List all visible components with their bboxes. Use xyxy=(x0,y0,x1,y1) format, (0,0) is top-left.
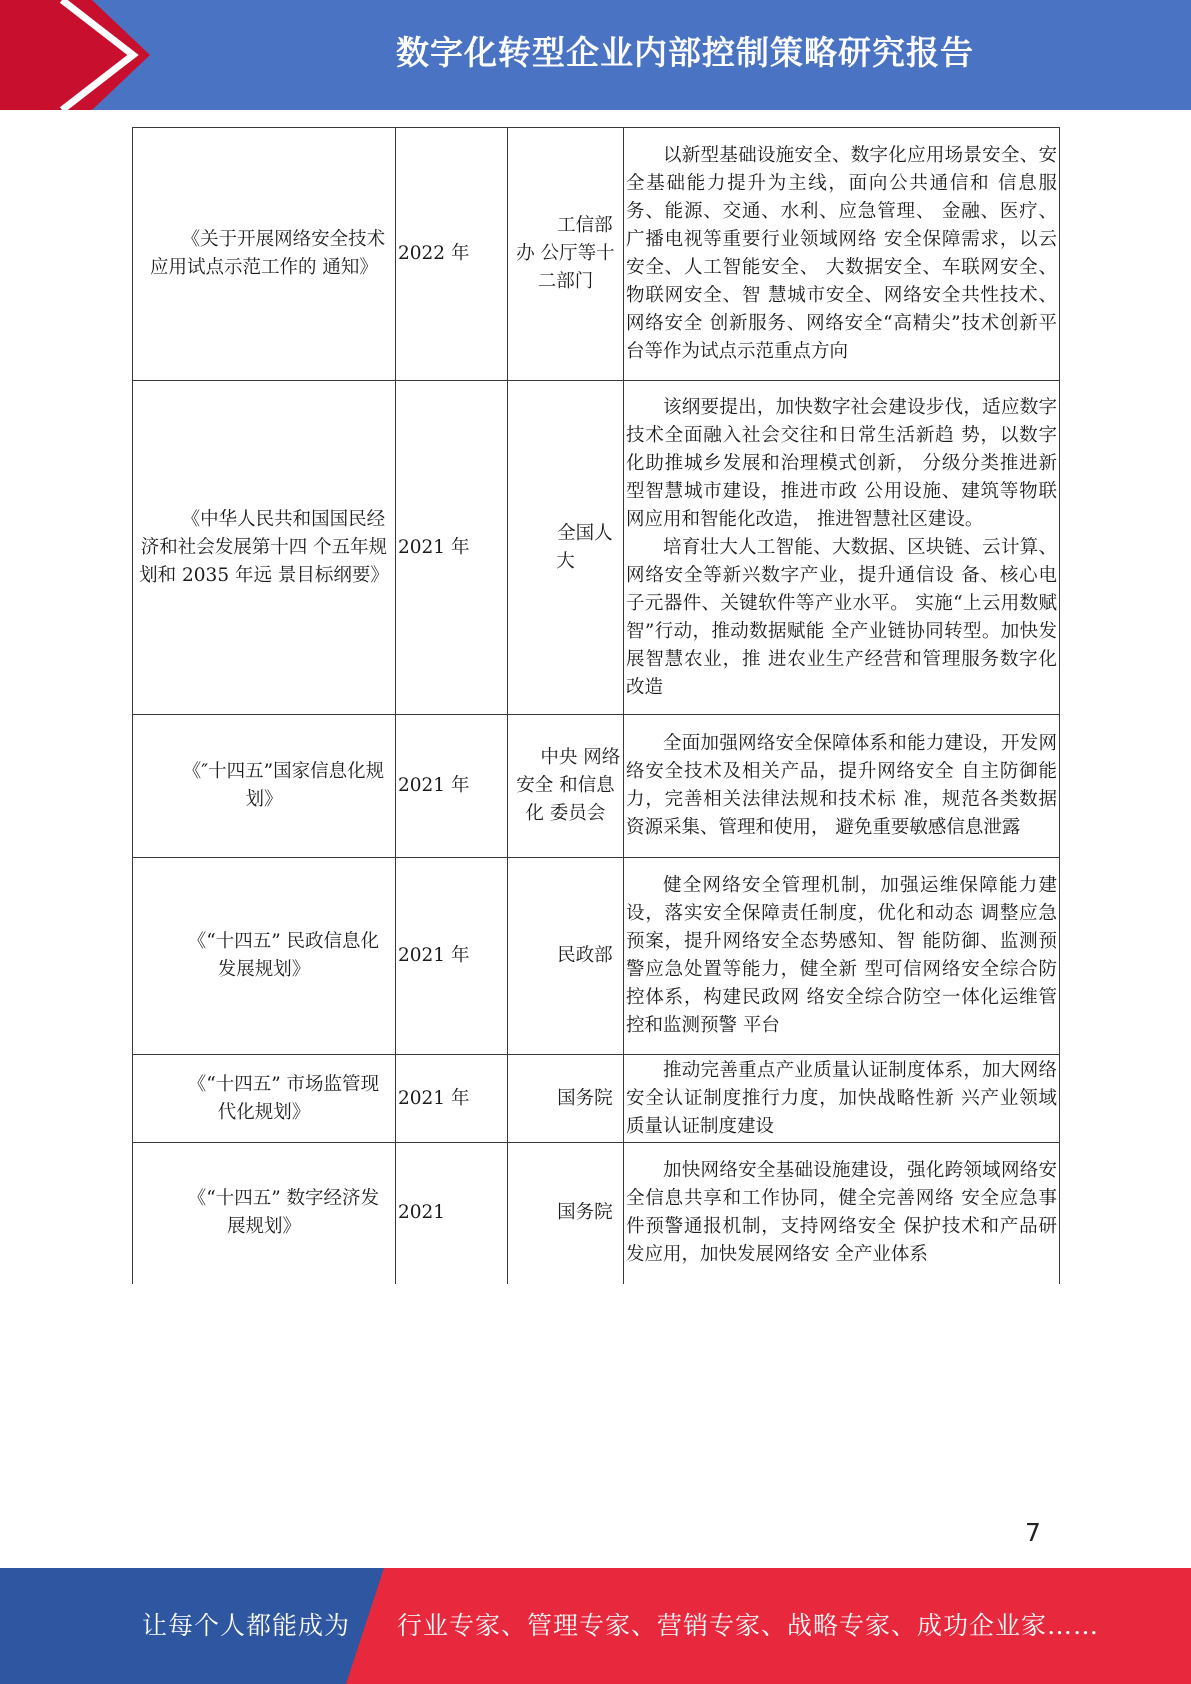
document-title: 数字化转型企业内部控制策略研究报告 xyxy=(396,33,974,72)
policy-issuer: 全国人大 xyxy=(508,381,624,715)
description-paragraph: 培育壮大人工智能、大数据、区块链、云计算、网络安全等新兴数字产业，提升通信设 备、核心电子元器件、关键软件等产业水平。 实施“上云用数赋智”行动，推动数据赋能 全产业链协同转型。加快发展智慧农业，推 进农业生产经营和管理服务数字化改造 xyxy=(626,536,1057,698)
policy-year: 2021 年 xyxy=(396,858,508,1055)
policy-description xyxy=(624,381,1060,715)
policy-description xyxy=(624,1143,1060,1284)
policy-title: 《″十四五”国家信息化规划》 xyxy=(133,715,396,858)
policy-table xyxy=(132,127,1060,1284)
policy-year: 2022 年 xyxy=(396,128,508,381)
policy-year: 2021 年 xyxy=(396,715,508,858)
policy-description xyxy=(624,128,1060,381)
description-paragraph: 加快网络安全基础设施建设，强化跨领域网络安全信息共享和工作协同，健全完善网络 安全应急事件预警通报机制，支持网络安全 保护技术和产品研发应用，加快发展网络安 全产业体系 xyxy=(626,1160,1057,1266)
table-row xyxy=(133,128,1060,381)
description-paragraph: 以新型基础设施安全、数字化应用场景安全、安全基础能力提升为主线，面向公共通信和 信息服务、能源、交通、水利、应急管理、 金融、医疗、广播电视等重要行业领域网络 安全保障需求，以云安全、人工智能安全、 大数据安全、车联网安全、物联网安全、智 慧城市安全、网络安全共性技术、网络安全 创新服务、网络安全“高精尖”技术创新平 台等作为试点示范重点方向 xyxy=(626,145,1057,362)
table-row xyxy=(133,1055,1060,1143)
policy-issuer: 国务院 xyxy=(508,1143,624,1284)
policy-title: 《“十四五” 市场监管现 代化规划》 xyxy=(133,1055,396,1143)
footer-slogan-left: 让每个人都能成为 xyxy=(142,1611,351,1640)
footer-slogan-right: 行业专家、管理专家、营销专家、战略专家、成功企业家…… xyxy=(397,1611,1100,1640)
policy-year: 2021 年 xyxy=(396,1055,508,1143)
policy-title: 《“十四五” 民政信息化 发展规划》 xyxy=(133,858,396,1055)
description-paragraph: 健全网络安全管理机制，加强运维保障能力建设，落实安全保障责任制度，优化和动态 调整应急预案，提升网络安全态势感知、智 能防御、监测预警应急处置等能力，健全新 型可信网络安全综合防控体系，构建民政网 络安全综合防空一体化运维管控和监测预警 平台 xyxy=(626,875,1057,1036)
table-row xyxy=(133,715,1060,858)
page-number: 7 xyxy=(1025,1518,1041,1547)
table-row xyxy=(133,1143,1060,1284)
policy-issuer: 国务院 xyxy=(508,1055,624,1143)
policy-description xyxy=(624,715,1060,858)
page-footer xyxy=(0,1568,1191,1684)
policy-year: 2021 年 xyxy=(396,381,508,715)
policy-year: 2021 xyxy=(396,1143,508,1284)
table-row xyxy=(133,381,1060,715)
policy-title: 《“十四五” 数字经济发 展规划》 xyxy=(133,1143,396,1284)
policy-description xyxy=(624,1055,1060,1143)
description-paragraph: 该纲要提出，加快数字社会建设步伐，适应数字技术全面融入社会交往和日常生活新趋 势，以数字化助推城乡发展和治理模式创新， 分级分类推进新型智慧城市建设，推进市政 公用设施、建筑等物联网应用和智能化改造， 推进智慧社区建设。 xyxy=(626,396,1057,530)
policy-title: 《中华人民共和国国民经济和社会发展第十四 个五年规划和 2035 年远 景目标纲要》 xyxy=(133,381,396,715)
policy-issuer: 民政部 xyxy=(508,858,624,1055)
policy-title: 《关于开展网络安全技术应用试点示范工作的 通知》 xyxy=(133,128,396,381)
description-paragraph: 全面加强网络安全保障体系和能力建设，开发网络安全技术及相关产品，提升网络安全 自主防御能力，完善相关法律法规和技术标 准，规范各类数据资源采集、管理和使用， 避免重要敏感信息泄露 xyxy=(626,733,1057,838)
policy-issuer: 工信部办 公厅等十二部门 xyxy=(508,128,624,381)
policy-issuer: 中央 网络安全 和信息化 委员会 xyxy=(508,715,624,858)
description-paragraph: 推动完善重点产业质量认证制度体系，加大网络安全认证制度推行力度，加快战略性新 兴产业领域质量认证制度建设 xyxy=(626,1059,1057,1137)
policy-description xyxy=(624,858,1060,1055)
table-row xyxy=(133,858,1060,1055)
page-header xyxy=(0,0,1191,110)
